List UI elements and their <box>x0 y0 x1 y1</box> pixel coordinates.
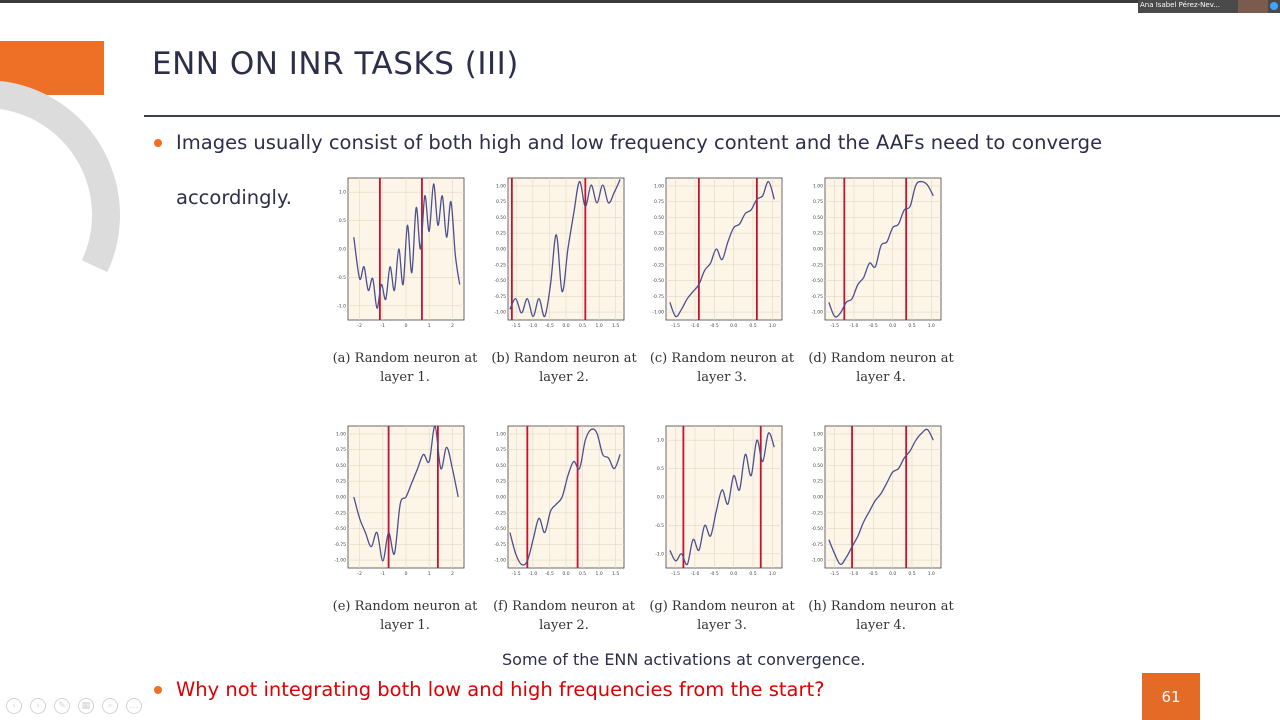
x-tick-label: -1 <box>380 572 386 576</box>
zoom-icon[interactable]: ⌕ <box>102 698 118 714</box>
y-tick-label: -0.25 <box>494 263 506 269</box>
mic-icon <box>1270 2 1278 10</box>
y-tick-label: 0.00 <box>653 247 664 253</box>
subplot-e <box>330 424 468 576</box>
x-tick-label: -1.0 <box>690 324 700 328</box>
subplot-f <box>490 424 628 576</box>
x-tick-label: -2 <box>357 572 362 576</box>
bullet-icon <box>154 139 162 147</box>
caption-g <box>646 597 798 635</box>
y-tick-label: -0.50 <box>494 527 506 533</box>
participant-video <box>1238 0 1268 13</box>
caption-line: layer 3. <box>697 370 747 385</box>
bullet-text-1: Images usually consist of both high and low frequency content and the AAFs need to converge <box>176 131 1103 154</box>
x-tick-label: 0.0 <box>730 324 738 328</box>
caption-line: (f) Random neuron at <box>493 599 635 614</box>
x-tick-label: 1.5 <box>612 572 620 576</box>
x-tick-label: -1.5 <box>511 324 521 328</box>
y-tick-label: 0.25 <box>335 479 346 485</box>
caption-line: (a) Random neuron at <box>332 351 478 366</box>
x-tick-label: -0.5 <box>545 324 554 328</box>
y-tick-label: 0.50 <box>495 463 506 469</box>
x-tick-label: -1.0 <box>849 324 859 328</box>
x-tick-label: 2 <box>450 572 454 576</box>
y-tick-label: 1.00 <box>495 432 506 438</box>
x-tick-label: -1.0 <box>528 572 538 576</box>
y-tick-label: 0.50 <box>335 463 346 469</box>
chart-svg <box>330 424 468 576</box>
x-tick-label: -1.5 <box>671 324 681 328</box>
caption-h <box>805 597 957 635</box>
y-tick-label: 0.25 <box>495 479 506 485</box>
x-tick-label: 0.5 <box>908 572 916 576</box>
x-tick-label: 1.0 <box>768 324 776 328</box>
caption-line: (g) Random neuron at <box>649 599 795 614</box>
x-tick-label: -1.5 <box>671 572 681 576</box>
subplot-h <box>807 424 945 576</box>
y-tick-label: 1.00 <box>495 184 506 190</box>
x-tick-label: 0.0 <box>562 572 570 576</box>
y-tick-label: -0.25 <box>811 511 823 517</box>
y-tick-label: -0.75 <box>494 542 506 548</box>
prev-slide-icon[interactable]: ‹ <box>6 698 22 714</box>
y-tick-label: 0.00 <box>495 495 506 501</box>
caption-line: layer 4. <box>856 370 906 385</box>
top-border <box>0 0 1280 3</box>
y-tick-label: 0.75 <box>495 448 506 454</box>
bullet-text-2: Why not integrating both low and high frequencies from the start? <box>176 678 825 701</box>
y-tick-label: -0.50 <box>811 279 823 285</box>
chart-svg <box>807 424 945 576</box>
x-tick-label: -2 <box>357 324 362 328</box>
y-tick-label: 0.75 <box>335 448 346 454</box>
x-tick-label: 0 <box>404 324 408 328</box>
y-tick-label: -0.5 <box>655 523 664 529</box>
slides-icon[interactable]: ▦ <box>78 698 94 714</box>
y-tick-label: -0.75 <box>811 542 823 548</box>
caption-line: layer 4. <box>856 618 906 633</box>
caption-line: layer 1. <box>380 618 430 633</box>
y-tick-label: 0.0 <box>656 495 664 501</box>
y-tick-label: 0.50 <box>812 463 823 469</box>
y-tick-label: -1.00 <box>334 558 346 564</box>
y-tick-label: -0.25 <box>811 263 823 269</box>
subplot-g <box>648 424 786 576</box>
pen-icon[interactable]: ✎ <box>54 698 70 714</box>
y-tick-label: 0.25 <box>812 231 823 237</box>
caption-line: layer 2. <box>539 618 589 633</box>
figure-caption: Some of the ENN activations at convergence. <box>502 650 866 669</box>
chart-svg <box>490 176 628 328</box>
x-tick-label: -0.5 <box>545 572 554 576</box>
y-tick-label: 1.0 <box>656 438 664 444</box>
x-tick-label: 0 <box>404 572 408 576</box>
y-tick-label: 0.75 <box>653 200 664 206</box>
x-tick-label: -1.0 <box>528 324 538 328</box>
next-slide-icon[interactable]: › <box>30 698 46 714</box>
y-tick-label: 0.00 <box>812 495 823 501</box>
y-tick-label: -1.0 <box>655 552 664 558</box>
y-tick-label: -0.25 <box>334 511 346 517</box>
x-tick-label: 1 <box>427 324 431 328</box>
y-tick-label: -0.25 <box>494 511 506 517</box>
participant-name: Ana Isabel Pérez-Nev... <box>1140 1 1220 9</box>
presentation-toolbar <box>6 698 142 714</box>
caption-b <box>488 349 640 387</box>
y-tick-label: 0.75 <box>812 200 823 206</box>
x-tick-label: 1.0 <box>927 324 935 328</box>
y-tick-label: -0.75 <box>811 294 823 300</box>
x-tick-label: 0.5 <box>578 324 587 328</box>
x-tick-label: -1.0 <box>690 572 700 576</box>
y-tick-label: -0.75 <box>652 294 664 300</box>
y-tick-label: -1.00 <box>494 558 506 564</box>
y-tick-label: 0.5 <box>656 467 664 473</box>
caption-line: layer 3. <box>697 618 747 633</box>
x-tick-label: -1 <box>380 324 386 328</box>
x-tick-label: 0.5 <box>578 572 587 576</box>
y-tick-label: -0.50 <box>334 527 346 533</box>
y-tick-label: 0.75 <box>812 448 823 454</box>
y-tick-label: 0.50 <box>495 215 506 221</box>
title-divider <box>144 115 1280 117</box>
chart-svg <box>648 424 786 576</box>
caption-line: layer 1. <box>380 370 430 385</box>
y-tick-label: 0.5 <box>338 219 346 225</box>
caption-a <box>329 349 481 387</box>
y-tick-label: 0.25 <box>653 231 664 237</box>
y-tick-label: 1.00 <box>812 184 823 190</box>
page-number: 61 <box>1142 673 1200 720</box>
x-tick-label: 0.5 <box>749 324 757 328</box>
x-tick-label: 1.5 <box>612 324 620 328</box>
caption-e <box>329 597 481 635</box>
x-tick-label: 1.0 <box>768 572 776 576</box>
x-tick-label: 1.0 <box>927 572 935 576</box>
y-tick-label: 0.0 <box>338 247 346 253</box>
x-tick-label: 1.0 <box>595 324 603 328</box>
y-tick-label: -0.25 <box>652 263 664 269</box>
y-tick-label: -1.00 <box>811 310 823 316</box>
y-tick-label: 0.25 <box>812 479 823 485</box>
x-tick-label: 0.0 <box>562 324 570 328</box>
x-tick-label: -0.5 <box>868 572 878 576</box>
x-tick-label: 0.0 <box>889 572 897 576</box>
x-tick-label: -0.5 <box>709 572 719 576</box>
y-tick-label: 0.25 <box>495 231 506 237</box>
y-tick-label: 0.50 <box>653 215 664 221</box>
y-tick-label: -1.0 <box>337 304 346 310</box>
x-tick-label: 0.5 <box>749 572 757 576</box>
bullet-text-1-cont: accordingly. <box>176 186 292 209</box>
x-tick-label: -0.5 <box>709 324 719 328</box>
subplot-b <box>490 176 628 328</box>
x-tick-label: 1.0 <box>595 572 603 576</box>
x-tick-label: -0.5 <box>868 324 878 328</box>
x-tick-label: 0.5 <box>908 324 916 328</box>
y-tick-label: 0.75 <box>495 200 506 206</box>
caption-c <box>646 349 798 387</box>
x-tick-label: -1.5 <box>830 324 840 328</box>
x-tick-label: 1 <box>427 572 431 576</box>
y-tick-label: 1.00 <box>335 432 346 438</box>
subplot-a <box>330 176 468 328</box>
y-tick-label: -0.50 <box>494 279 506 285</box>
y-tick-label: -0.5 <box>337 275 346 281</box>
chart-svg <box>807 176 945 328</box>
y-tick-label: 0.50 <box>812 215 823 221</box>
y-tick-label: -0.75 <box>494 294 506 300</box>
y-tick-label: 0.00 <box>495 247 506 253</box>
caption-line: (h) Random neuron at <box>808 599 954 614</box>
y-tick-label: -0.50 <box>811 527 823 533</box>
caption-f <box>488 597 640 635</box>
webcam-thumbnail[interactable] <box>1138 0 1280 13</box>
caption-line: (c) Random neuron at <box>649 351 795 366</box>
chart-svg <box>648 176 786 328</box>
subplot-c <box>648 176 786 328</box>
x-tick-label: 2 <box>450 324 454 328</box>
caption-line: (e) Random neuron at <box>332 599 478 614</box>
y-tick-label: -0.50 <box>652 279 664 285</box>
y-tick-label: -0.75 <box>334 542 346 548</box>
y-tick-label: -1.00 <box>494 310 506 316</box>
chart-svg <box>490 424 628 576</box>
x-tick-label: 0.0 <box>730 572 738 576</box>
y-tick-label: 0.00 <box>335 495 346 501</box>
y-tick-label: -1.00 <box>811 558 823 564</box>
subplot-d <box>807 176 945 328</box>
caption-line: (d) Random neuron at <box>808 351 954 366</box>
y-tick-label: 1.00 <box>653 184 664 190</box>
y-tick-label: 0.00 <box>812 247 823 253</box>
caption-line: layer 2. <box>539 370 589 385</box>
chart-svg <box>330 176 468 328</box>
slide-title: ENN ON INR TASKS (III) <box>152 46 519 82</box>
caption-d <box>805 349 957 387</box>
y-tick-label: 1.00 <box>812 432 823 438</box>
x-tick-label: -1.0 <box>849 572 859 576</box>
x-tick-label: -1.5 <box>830 572 840 576</box>
more-icon[interactable]: … <box>126 698 142 714</box>
y-tick-label: -1.00 <box>652 310 664 316</box>
caption-line: (b) Random neuron at <box>491 351 637 366</box>
bullet-icon <box>154 686 162 694</box>
x-tick-label: -1.5 <box>511 572 521 576</box>
y-tick-label: 1.0 <box>338 190 346 196</box>
x-tick-label: 0.0 <box>889 324 897 328</box>
